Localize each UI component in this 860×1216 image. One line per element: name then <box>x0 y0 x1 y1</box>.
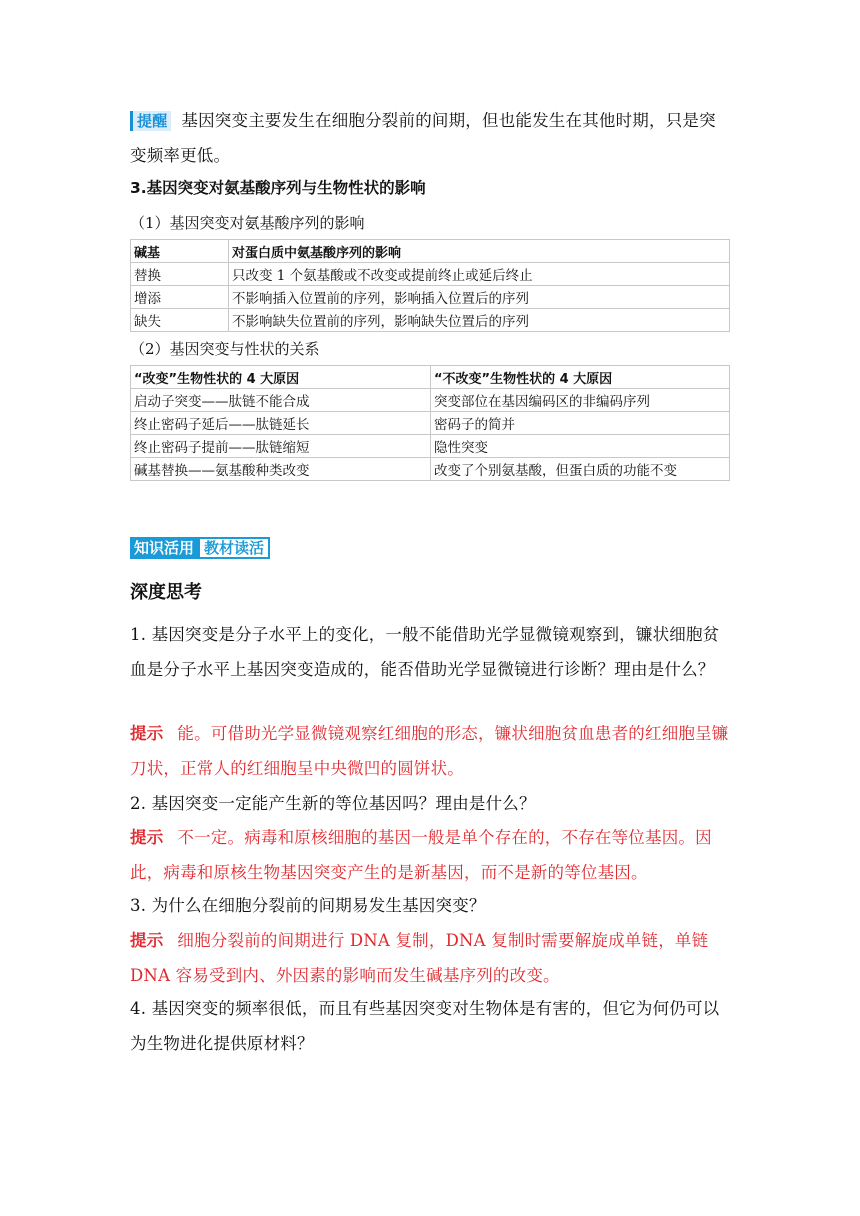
answer-tip-label: 提示 <box>130 931 164 950</box>
table-cell: 不影响插入位置前的序列，影响插入位置后的序列 <box>229 286 730 309</box>
section-tag-knowledge: 知识活用 <box>130 537 198 559</box>
table-cell: 启动子突变——肽链不能合成 <box>131 389 431 412</box>
table-cell: 突变部位在基因编码区的非编码序列 <box>431 389 730 412</box>
answer-text: 细胞分裂前的间期进行 DNA 复制，DNA 复制时需要解旋成单链，单链 DNA 容易受到内、外因素的影响而发生碱基序列的改变。 <box>130 931 709 985</box>
deep-thinking-title: 深度思考 <box>130 582 202 603</box>
table-row <box>131 435 730 458</box>
table-header: “不改变”生物性状的 4 大原因 <box>431 366 730 389</box>
table-cell: 终止密码子延后——肽链延长 <box>131 412 431 435</box>
answer-tip-label: 提示 <box>130 828 164 847</box>
table-cell: 隐性突变 <box>431 435 730 458</box>
answer-2 <box>130 820 730 890</box>
answer-3 <box>130 923 730 993</box>
tip-note <box>130 103 730 173</box>
table-header: “改变”生物性状的 4 大原因 <box>131 366 431 389</box>
table-header-row <box>131 366 730 389</box>
subheading-2: （2）基因突变与性状的关系 <box>130 340 320 358</box>
section3-title: 3.基因突变对氨基酸序列与生物性状的影响 <box>130 179 426 197</box>
table-row <box>131 412 730 435</box>
answer-tip-label: 提示 <box>130 724 164 743</box>
answer-text: 能。可借助光学显微镜观察红细胞的形态，镰状细胞贫血患者的红细胞呈镰刀状，正常人的红细胞呈中央微凹的圆饼状。 <box>130 724 729 778</box>
table-cell: 密码子的简并 <box>431 412 730 435</box>
table-header: 对蛋白质中氨基酸序列的影响 <box>229 240 730 263</box>
amino-acid-table <box>130 239 730 332</box>
table-cell: 终止密码子提前——肽链缩短 <box>131 435 431 458</box>
subheading-1: （1）基因突变对氨基酸序列的影响 <box>130 214 365 232</box>
table-cell: 替换 <box>131 263 229 286</box>
table-header: 碱基 <box>131 240 229 263</box>
table-row <box>131 309 730 332</box>
table-row <box>131 263 730 286</box>
answer-text: 不一定。病毒和原核细胞的基因一般是单个存在的，不存在等位基因。因此，病毒和原核生物基因突变产生的是新基因，而不是新的等位基因。 <box>130 828 712 882</box>
table-cell: 碱基替换——氨基酸种类改变 <box>131 458 431 481</box>
table-cell: 不影响缺失位置前的序列，影响缺失位置后的序列 <box>229 309 730 332</box>
question-4: 4. 基因突变的频率很低，而且有些基因突变对生物体是有害的，但它为何仍可以为生物进化提供原材料？ <box>130 999 720 1053</box>
answer-1 <box>130 716 730 786</box>
table-header-row <box>131 240 730 263</box>
section-tag-textbook: 教材读活 <box>198 537 270 559</box>
question-3: 3. 为什么在细胞分裂前的间期易发生基因突变？ <box>130 896 486 915</box>
table-row <box>131 389 730 412</box>
table-cell: 只改变 1 个氨基酸或不改变或提前终止或延后终止 <box>229 263 730 286</box>
tip-text: 基因突变主要发生在细胞分裂前的间期，但也能发生在其他时期，只是突变频率更低。 <box>130 111 716 165</box>
table-cell: 增添 <box>131 286 229 309</box>
table-cell: 缺失 <box>131 309 229 332</box>
trait-relation-table <box>130 365 730 481</box>
tip-badge: 提醒 <box>130 111 171 131</box>
section-tag <box>130 537 270 559</box>
table-row <box>131 458 730 481</box>
table-row <box>131 286 730 309</box>
table-cell: 改变了个别氨基酸，但蛋白质的功能不变 <box>431 458 730 481</box>
question-2: 2. 基因突变一定能产生新的等位基因吗？理由是什么？ <box>130 794 536 813</box>
question-1: 1. 基因突变是分子水平上的变化，一般不能借助光学显微镜观察到，镰状细胞贫血是分子水平上基因突变造成的，能否借助光学显微镜进行诊断？理由是什么？ <box>130 625 720 679</box>
